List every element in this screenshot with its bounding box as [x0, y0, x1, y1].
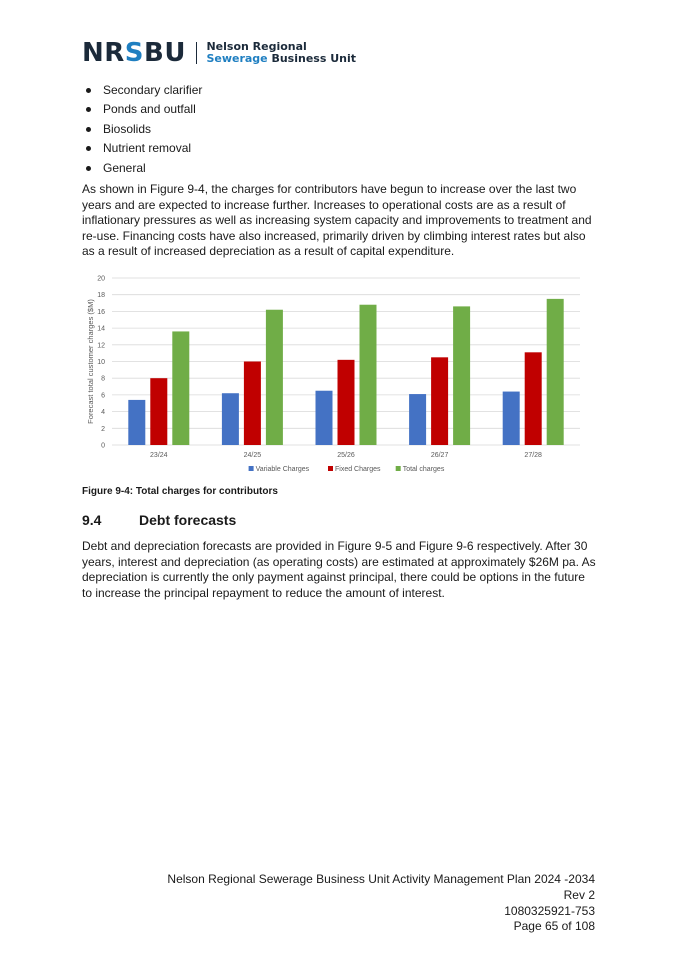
logo-line-2	[206, 53, 356, 65]
y-tick-label: 8	[101, 375, 105, 383]
logo-mark-bu: BU	[144, 38, 186, 68]
bar-total-charges	[172, 331, 189, 445]
x-tick-label: 26/27	[430, 452, 449, 459]
bullet-item: Biosolids	[82, 120, 202, 139]
legend-swatch	[249, 466, 254, 471]
paragraph-debt: Debt and depreciation forecasts are provided in Figure 9-5 and Figure 9-6 respectively. After 30 years, interest and depreciation (as operating costs) are estimated at approximately $26M pa. As depreciation is currently the only payment against principal, there could be options in the future to increase the principal repayment to reduce the amount of interest.	[82, 539, 596, 600]
logo-mark-nr: NR	[82, 38, 125, 68]
bar-fixed-charges	[525, 352, 542, 445]
legend-swatch	[396, 466, 401, 471]
bullet-item: General	[82, 159, 202, 178]
y-tick-label: 14	[97, 325, 105, 333]
logo-divider	[196, 42, 198, 64]
bar-fixed-charges	[338, 360, 355, 445]
bar-total-charges	[360, 305, 377, 445]
y-tick-label: 4	[101, 409, 105, 417]
bullet-item: Secondary clarifier	[82, 81, 202, 100]
footer-title: Nelson Regional Sewerage Business Unit Activity Management Plan 2024 -2034	[167, 872, 595, 886]
y-tick-label: 10	[97, 359, 105, 366]
logo-mark-s: S	[124, 38, 145, 68]
y-axis-title: Forecast total customer charges ($M)	[86, 299, 95, 424]
x-tick-label: 23/24	[150, 452, 168, 459]
logo-wordmark	[82, 40, 186, 66]
legend-label: Variable Charges	[255, 466, 310, 473]
logo-text	[206, 41, 356, 65]
paragraph-charges: As shown in Figure 9-4, the charges for contributors have begun to increase over the last two years and are expected to increase further. Increases to operational costs are as a result of inflationary pressures as well as increasing system capacity and improvements to treatment and re-use. Financing costs have also increased, primarily driven by climbing interest rates but also as a result of increased depreciation as a result of capital expenditure.	[82, 182, 592, 259]
nrsbu-logo	[82, 38, 356, 68]
bullet-item: Nutrient removal	[82, 139, 202, 158]
x-tick-label: 24/25	[243, 452, 262, 459]
section-number: 9.4	[82, 512, 102, 528]
figure-caption: Figure 9-4: Total charges for contributors	[82, 486, 278, 497]
footer-revision: Rev 2	[563, 887, 595, 902]
bar-total-charges	[547, 299, 564, 445]
y-tick-label: 12	[97, 342, 105, 350]
legend-label: Fixed Charges	[335, 466, 381, 473]
bar-variable-charges	[316, 391, 333, 445]
y-tick-label: 16	[97, 308, 105, 316]
y-tick-label: 2	[101, 425, 105, 433]
bullet-list	[82, 81, 202, 178]
legend-swatch	[328, 466, 333, 471]
footer-page-number: Page 65 of 108	[513, 919, 595, 934]
footer-doc-id: 1080325921-753	[504, 903, 595, 918]
logo-line-2-rest: Business Unit	[267, 52, 357, 65]
logo-line-2-sewerage: Sewerage	[206, 52, 268, 65]
bar-fixed-charges	[431, 357, 448, 445]
x-tick-label: 27/28	[524, 452, 542, 459]
charges-chart-svg	[82, 270, 597, 482]
bar-fixed-charges	[150, 378, 167, 445]
logo-line-1: Nelson Regional	[206, 40, 307, 53]
bar-variable-charges	[409, 394, 426, 445]
bar-total-charges	[453, 306, 470, 445]
bar-total-charges	[266, 310, 283, 445]
y-tick-label: 0	[101, 442, 105, 450]
y-tick-label: 18	[97, 292, 105, 300]
y-tick-label: 20	[97, 275, 105, 283]
bar-variable-charges	[128, 400, 145, 445]
charges-chart	[82, 270, 597, 482]
page-footer	[167, 872, 595, 935]
bar-variable-charges	[222, 393, 239, 445]
y-tick-label: 6	[101, 392, 105, 400]
bar-fixed-charges	[244, 362, 261, 446]
bullet-item: Ponds and outfall	[82, 100, 202, 119]
bar-variable-charges	[503, 392, 520, 445]
legend-label: Total charges	[402, 466, 445, 473]
x-tick-label: 25/26	[337, 452, 355, 459]
section-title: Debt forecasts	[139, 512, 237, 528]
section-heading	[82, 512, 236, 528]
